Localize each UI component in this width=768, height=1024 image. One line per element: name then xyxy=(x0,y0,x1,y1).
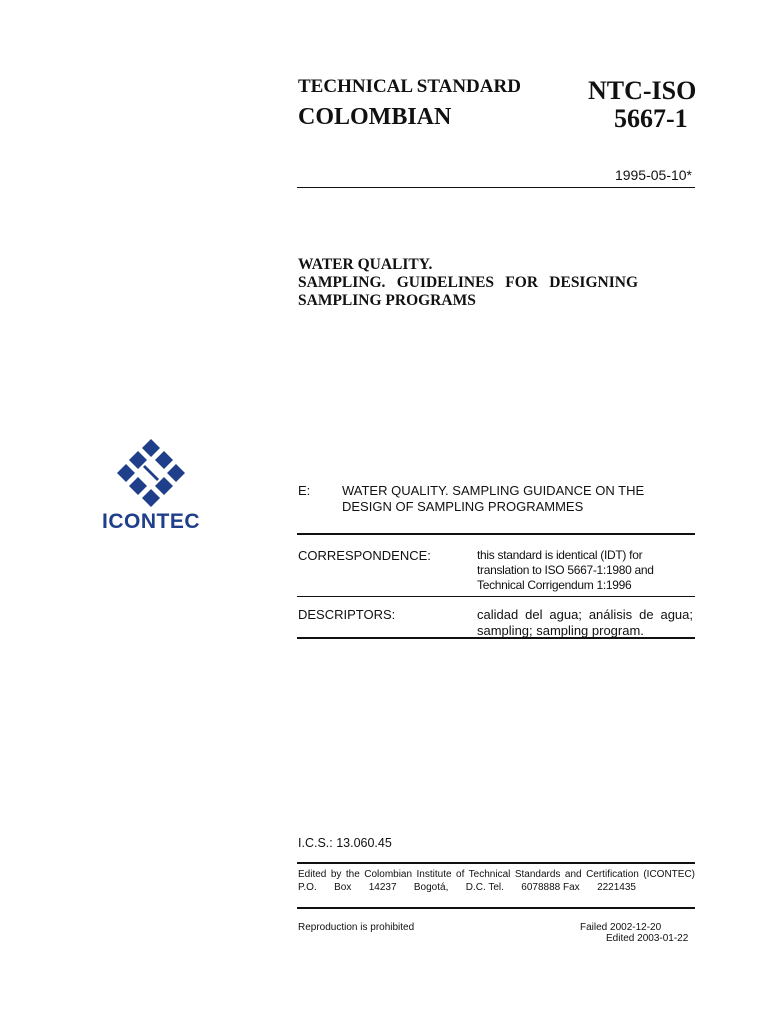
document-title xyxy=(298,256,698,310)
icontec-logo xyxy=(96,438,206,534)
correspondence-label: CORRESPONDENCE: xyxy=(298,548,431,563)
address-part: Box xyxy=(334,882,352,893)
address-part: 2221435 xyxy=(597,882,636,893)
failed-date: Failed 2002-12-20 xyxy=(580,922,662,933)
address-part: Bogotá, xyxy=(413,882,449,893)
address-part: 6078888 Fax xyxy=(521,882,580,893)
title-word: GUIDELINES xyxy=(396,274,495,291)
correspondence-line: this standard is identical (IDT) for xyxy=(477,548,643,562)
descriptors-label: DESCRIPTORS: xyxy=(298,607,396,622)
ratification-date: 1995-05-10* xyxy=(614,167,692,183)
title-line2 xyxy=(298,274,638,292)
address-part: D.C. Tel. xyxy=(465,882,504,893)
standard-code-line1: NTC-ISO xyxy=(588,76,697,105)
logo-wordmark: ICONTEC xyxy=(102,510,200,533)
edited-date: Edited 2003-01-22 xyxy=(606,933,689,944)
correspondence-line: translation to ISO 5667-1:1980 and xyxy=(477,563,654,577)
standard-type-line2: COLOMBIAN xyxy=(298,104,452,130)
publisher-address xyxy=(298,881,636,894)
footer-top-rule xyxy=(297,907,695,909)
title-word: FOR xyxy=(505,274,539,291)
address-part: P.O. xyxy=(298,882,317,893)
ics-code: I.C.S.: 13.060.45 xyxy=(298,836,392,850)
english-title-label: E: xyxy=(298,483,311,498)
reproduction-notice: Reproduction is prohibited xyxy=(298,922,415,933)
publisher-top-rule xyxy=(297,862,695,864)
title-line3: SAMPLING PROGRAMS xyxy=(298,292,476,309)
title-word: DESIGNING xyxy=(549,274,638,291)
correspondence-text xyxy=(477,548,677,593)
english-title-text: WATER QUALITY. SAMPLING GUIDANCE ON THE DESIGN OF SAMPLING PROGRAMMES xyxy=(342,483,645,514)
header-divider xyxy=(297,187,695,188)
descriptors-text: calidad del agua; análisis de agua; sampling; sampling program. xyxy=(477,607,693,638)
standard-type-line1: TECHNICAL STANDARD xyxy=(298,76,521,97)
standard-code-line2: 5667-1 xyxy=(614,104,688,133)
title-line1: WATER QUALITY. xyxy=(298,256,433,273)
icontec-logo-icon xyxy=(96,438,206,508)
table-bottom-rule xyxy=(297,637,695,639)
publisher-line: Edited by the Colombian Institute of Technical Standards and Certification (ICONTEC) xyxy=(298,869,695,880)
address-part: 14237 xyxy=(368,882,397,893)
table-middle-rule xyxy=(297,596,695,597)
correspondence-line: Technical Corrigendum 1:1996 xyxy=(477,578,632,592)
publisher-info xyxy=(298,868,695,894)
table-top-rule xyxy=(297,533,695,535)
title-word: SAMPLING. xyxy=(298,274,386,291)
